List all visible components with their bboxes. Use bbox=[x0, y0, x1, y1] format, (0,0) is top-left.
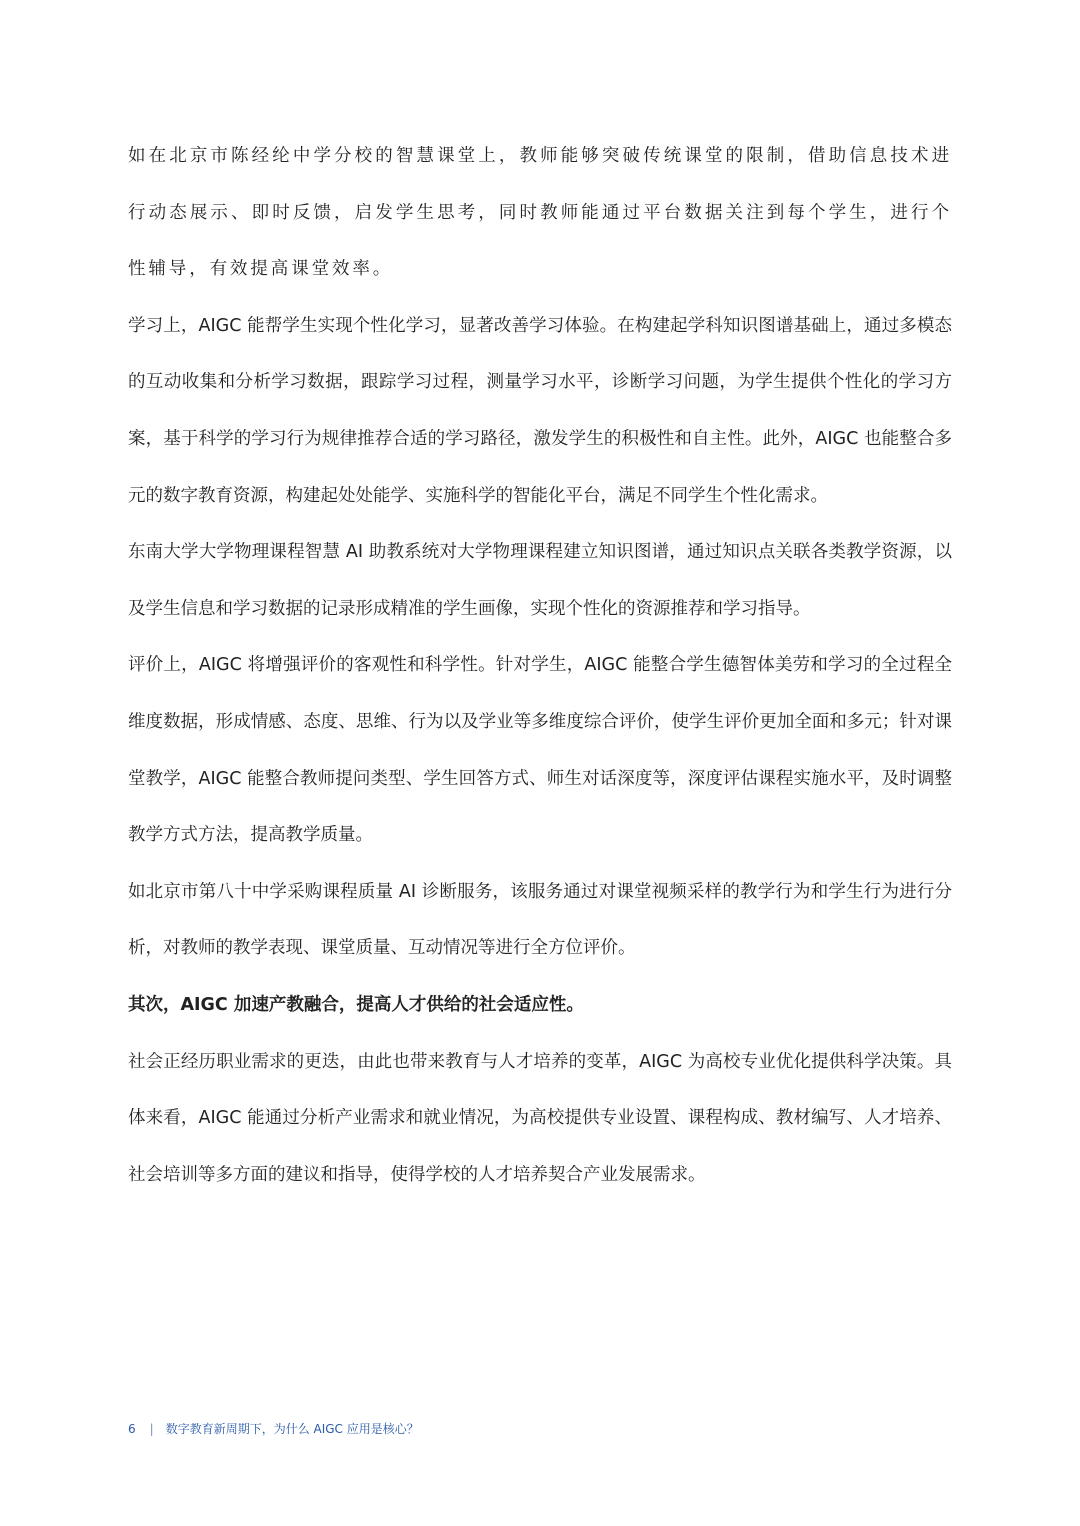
paragraph-talent-supply: 社会正经历职业需求的更迭，由此也带来教育与人才培养的变革，AIGC 为高校专业优化提供科学决策。具体来看，AIGC 能通过分析产业需求和就业情况，为高校提供专业设置、课程构成、教材编写、人才培养、社会培训等多方面的建议和指导，使得学校的人才培养契合产业发展需求。 bbox=[128, 1051, 952, 1185]
footer-title: 数字教育新周期下，为什么 AIGC 应用是核心？ bbox=[165, 1422, 419, 1436]
section-heading-industry-education: 其次，AIGC 加速产教融合，提高人才供给的社会适应性。 bbox=[128, 994, 584, 1015]
paragraph-beijing-80th-example: 如北京市第八十中学采购课程质量 AI 诊断服务，该服务通过对课堂视频采样的教学行为和学生行为进行分析，对教师的教学表现、课堂质量、互动情况等进行全方位评价。 bbox=[128, 881, 952, 959]
paragraph-southeast-university-example: 东南大学大学物理课程智慧 AI 助教系统对大学物理课程建立知识图谱，通过知识点关联各类教学资源，以及学生信息和学习数据的记录形成精准的学生画像，实现个性化的资源推荐和学习指导。 bbox=[128, 542, 952, 619]
page-footer bbox=[128, 1420, 419, 1437]
paragraph-smart-classroom-example: 如在北京市陈经纶中学分校的智慧课堂上，教师能够突破传统课堂的限制，借助信息技术进行动态展示、即时反馈，启发学生思考，同时教师能通过平台数据关注到每个学生，进行个性辅导，有效提高课堂效率。 bbox=[128, 146, 952, 280]
page-number: 6 bbox=[128, 1421, 136, 1436]
page-content bbox=[128, 128, 952, 1203]
paragraph-evaluation: 评价上，AIGC 将增强评价的客观性和科学性。针对学生，AIGC 能整合学生德智体美劳和学习的全过程全维度数据，形成情感、态度、思维、行为以及学业等多维度综合评价，使学生评价更加全面和多元；针对课堂教学，AIGC 能整合教师提问类型、学生回答方式、师生对话深度等，深度评估课程实施水平，及时调整教学方式方法，提高教学质量。 bbox=[128, 655, 952, 846]
footer-separator: | bbox=[149, 1421, 154, 1436]
paragraph-learning: 学习上，AIGC 能帮学生实现个性化学习，显著改善学习体验。在构建起学科知识图谱基础上，通过多模态的互动收集和分析学习数据，跟踪学习过程，测量学习水平，诊断学习问题，为学生提供个性化的学习方案，基于科学的学习行为规律推荐合适的学习路径，激发学生的积极性和自主性。此外，AIGC 也能整合多元的数字教育资源，构建起处处能学、实施科学的智能化平台，满足不同学生个性化需求。 bbox=[128, 315, 952, 506]
